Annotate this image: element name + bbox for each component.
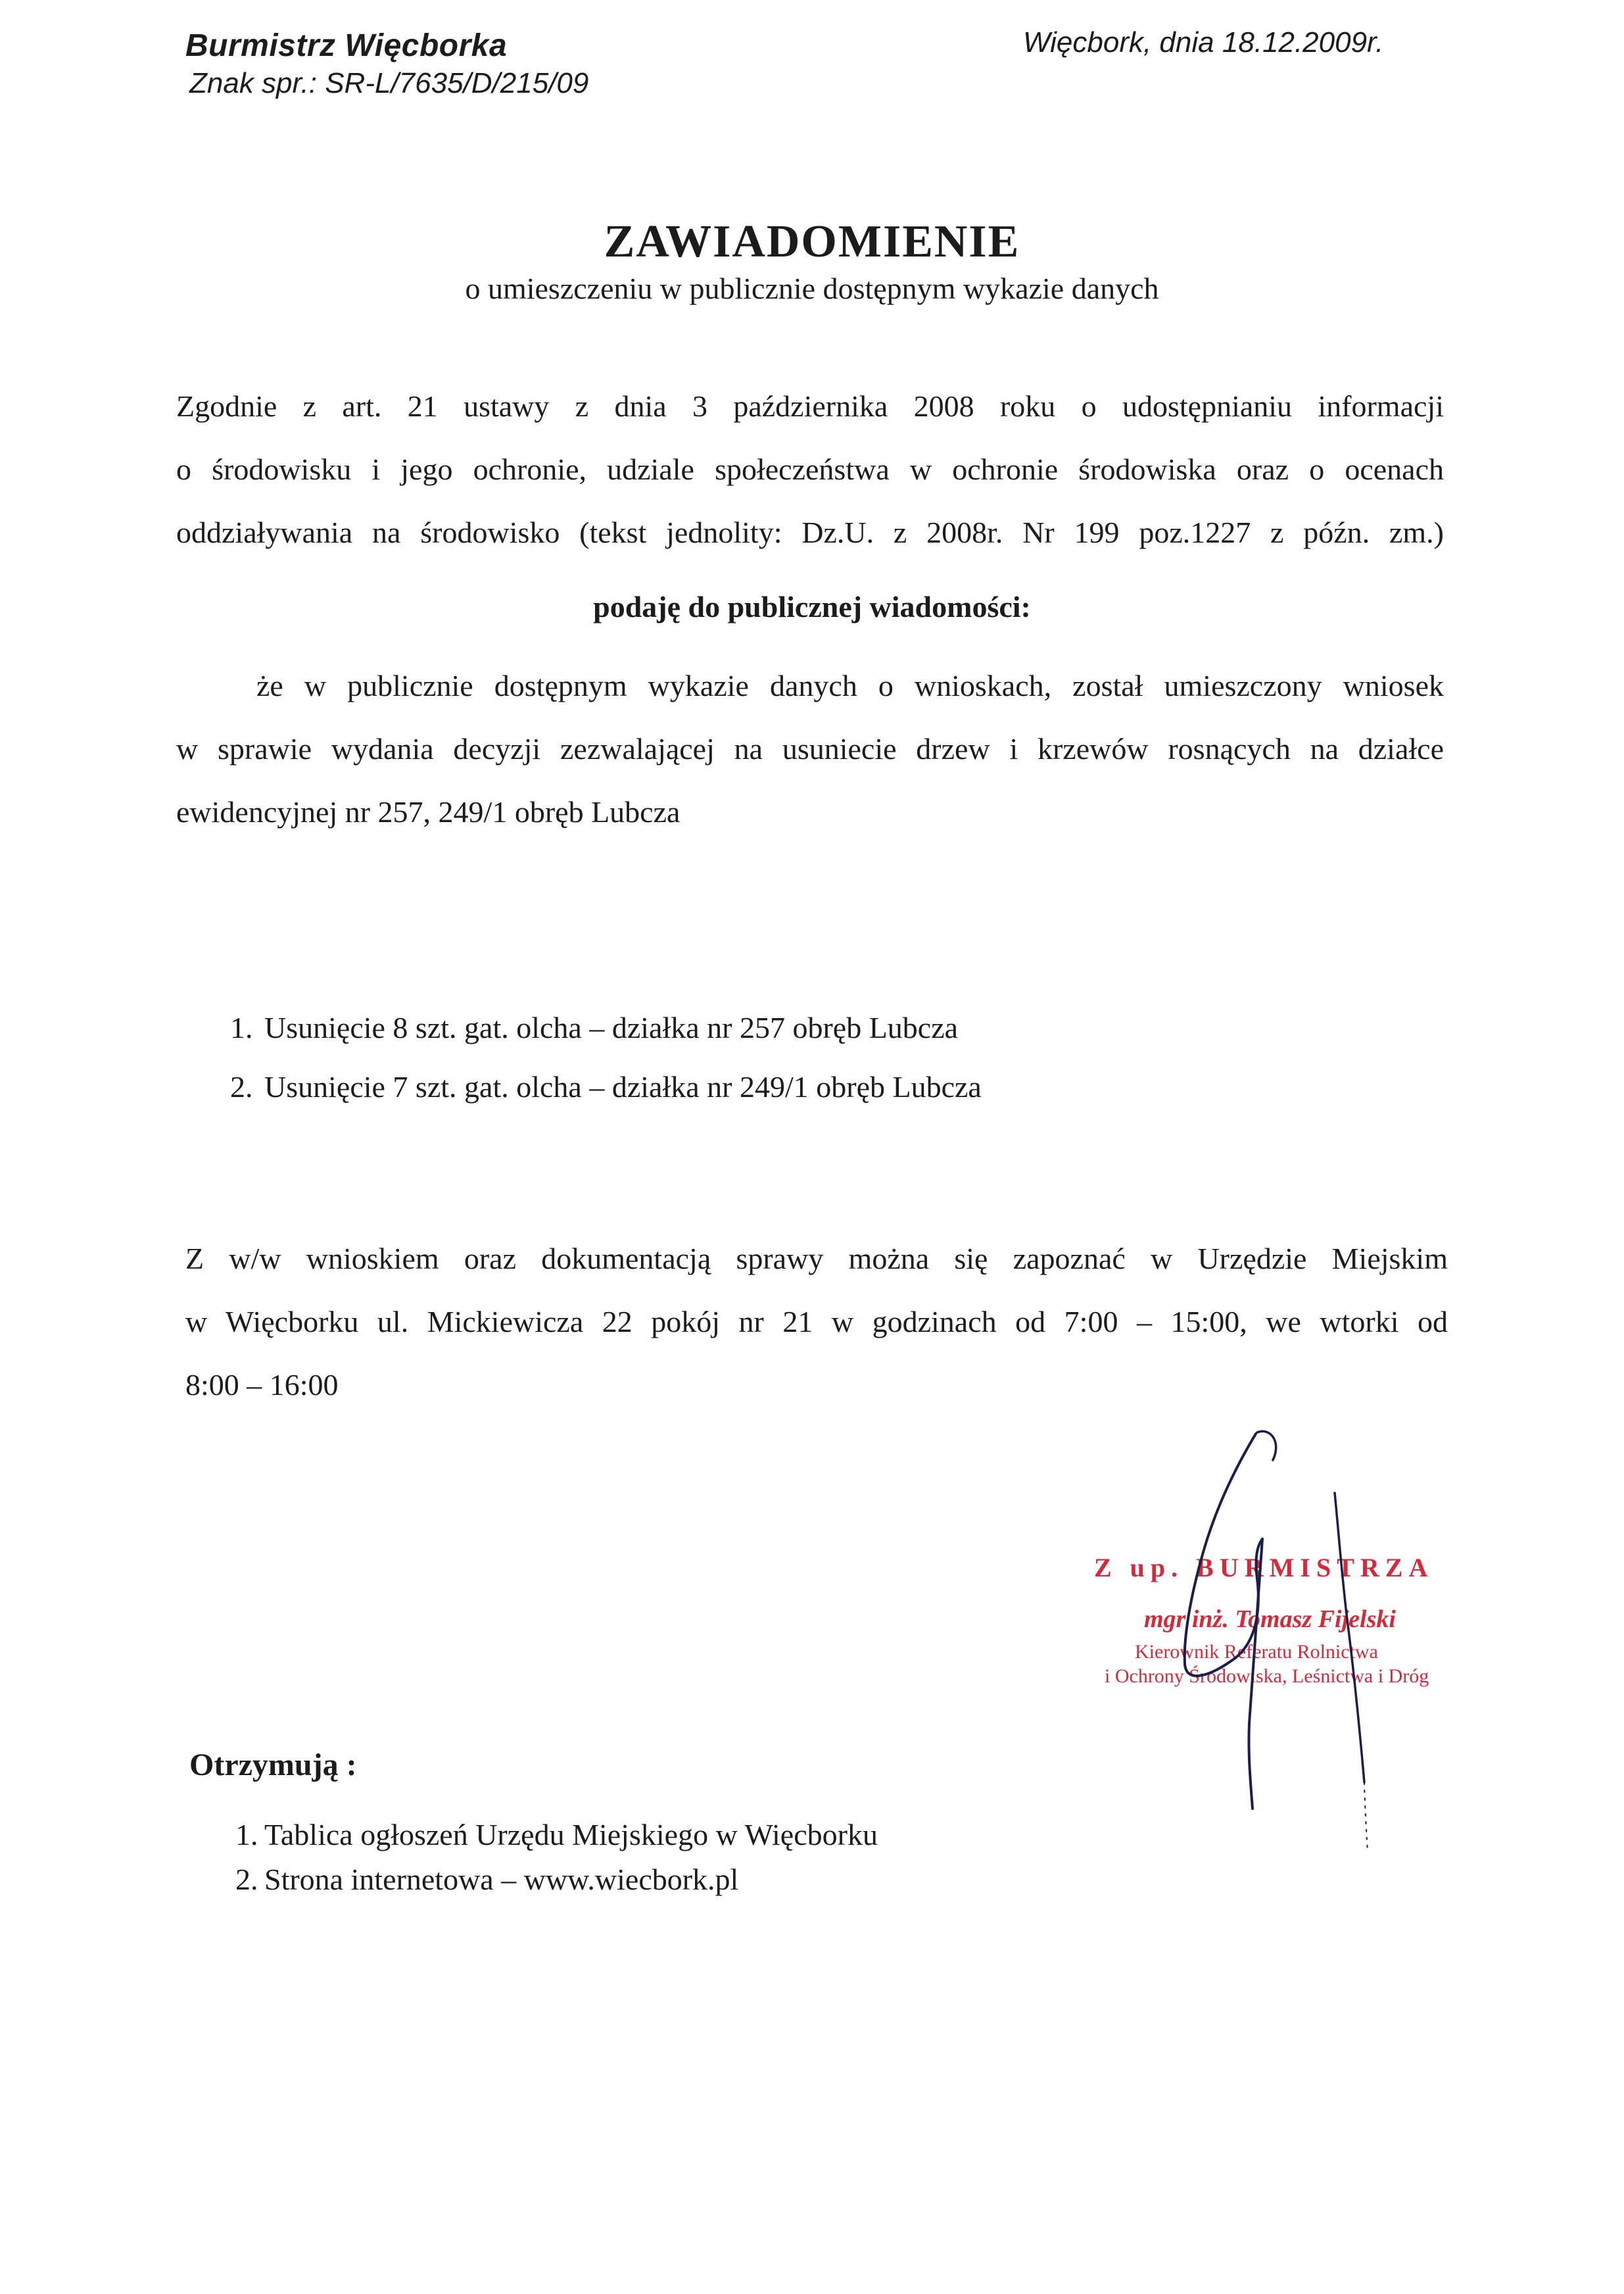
list-item-text: Usunięcie 7 szt. gat. olcha – działka nr 249/1 obręb Lubcza	[264, 1070, 982, 1104]
legal-basis-paragraph	[176, 375, 1444, 564]
list-item-text: Usunięcie 8 szt. gat. olcha – działka nr 257 obręb Lubcza	[264, 1011, 959, 1044]
documentation-paragraph	[185, 1227, 1448, 1417]
list-item	[235, 1857, 878, 1902]
documentation-line: w Więcborku ul. Mickiewicza 22 pokój nr 21 w godzinach od 7:00 – 15:00, we wtorki od	[185, 1305, 1448, 1338]
stamp-line: i Ochrony Środowiska, Leśnictwa i Dróg	[1105, 1665, 1429, 1687]
list-item-number: 2.	[230, 1070, 253, 1104]
issuer-title: Burmistrz Więcborka	[185, 28, 508, 63]
notice-paragraph	[176, 654, 1444, 844]
legal-basis-line: oddziaływania na środowisko (tekst jednolity: Dz.U. z 2008r. Nr 199 poz.1227 z późn. zm.)	[176, 516, 1444, 549]
list-item-text: Tablica ogłoszeń Urzędu Miejskiego w Więcborku	[264, 1818, 878, 1851]
notice-line: ewidencyjnej nr 257, 249/1 obręb Lubcza	[176, 795, 681, 829]
notice-line: w sprawie wydania decyzji zezwalającej na usuniecie drzew i krzewów rosnących na działce	[176, 732, 1444, 766]
announcement-heading: podaję do publicznej wiadomości:	[593, 590, 1031, 623]
stamp-line: Z up. BURMISTRZA	[1094, 1553, 1434, 1582]
stamp-line: mgr inż. Tomasz Fijelski	[1144, 1605, 1396, 1633]
stamp-line: Kierownik Referatu Rolnictwa	[1135, 1641, 1378, 1663]
list-item-number: 1.	[230, 1011, 253, 1044]
list-item	[230, 1058, 982, 1117]
recipients-list	[235, 1813, 878, 1902]
list-item-number: 2.	[235, 1863, 258, 1896]
place-and-date: Więcbork, dnia 18.12.2009r.	[1023, 26, 1384, 59]
document-title: ZAWIADOMIENIE	[604, 216, 1020, 267]
document-subtitle: o umieszczeniu w publicznie dostępnym wykazie danych	[465, 272, 1159, 305]
notice-line: że w publicznie dostępnym wykazie danych o wnioskach, został umieszczony wniosek	[256, 669, 1444, 702]
recipients-heading: Otrzymują :	[189, 1747, 357, 1782]
legal-basis-line: Zgodnie z art. 21 ustawy z dnia 3 października 2008 roku o udostępnianiu informacji	[176, 389, 1444, 423]
list-item-text: Strona internetowa – www.wiecbork.pl	[264, 1863, 739, 1896]
list-item	[230, 998, 982, 1058]
handwritten-signature	[1085, 1414, 1453, 1861]
items-list	[230, 998, 982, 1117]
legal-basis-line: o środowisku i jego ochronie, udziale społeczeństwa w ochronie środowiska oraz o ocenach	[176, 452, 1444, 486]
documentation-line: 8:00 – 16:00	[185, 1368, 339, 1402]
reference-number: Znak spr.: SR-L/7635/D/215/09	[189, 67, 589, 99]
documentation-line: Z w/w wnioskiem oraz dokumentacją sprawy można się zapoznać w Urzędzie Miejskim	[185, 1242, 1448, 1275]
list-item	[235, 1813, 878, 1857]
list-item-number: 1.	[235, 1818, 258, 1851]
